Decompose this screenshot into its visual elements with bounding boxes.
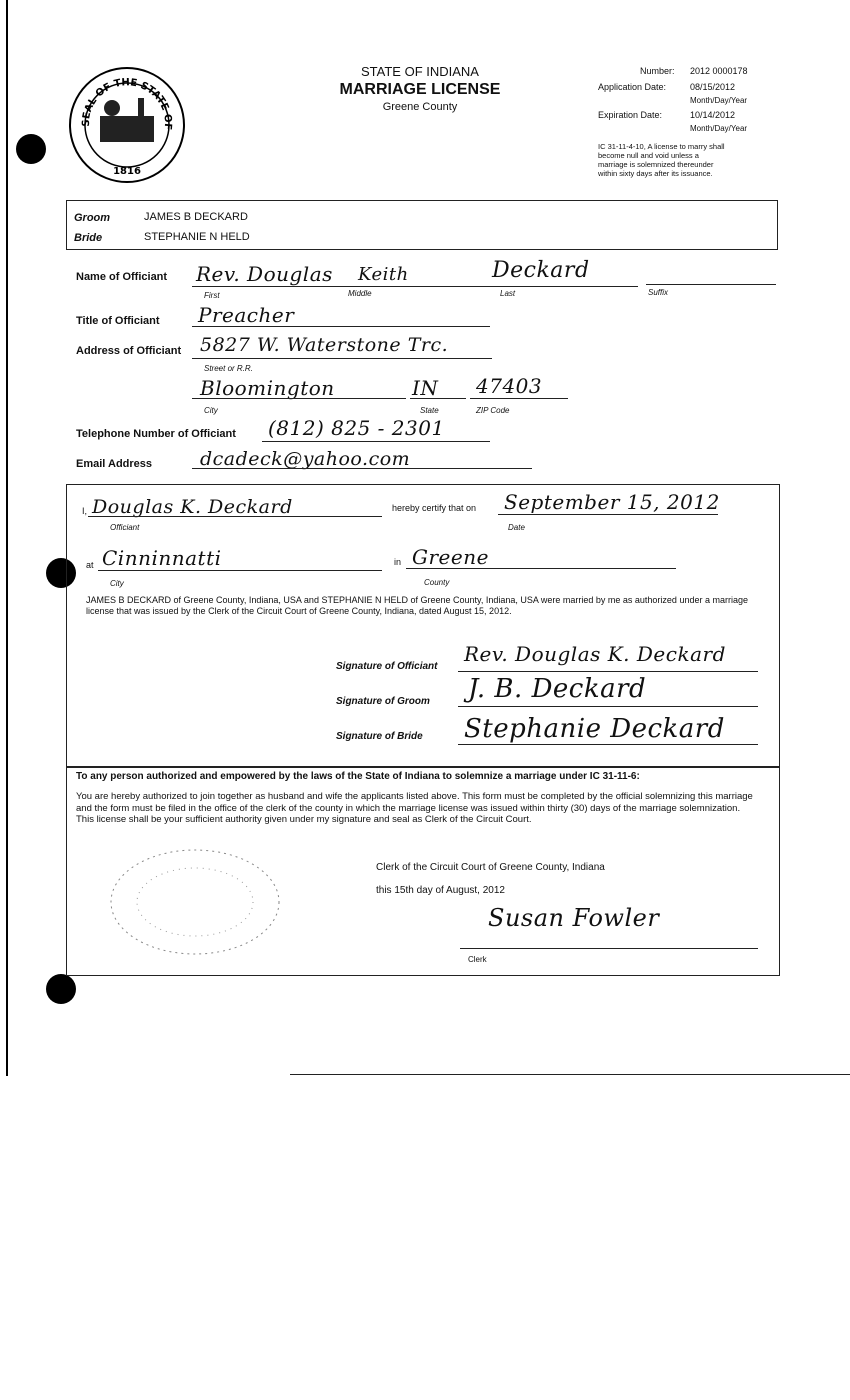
- notice-line: within sixty days after its issuance.: [598, 169, 713, 178]
- state-line: [410, 398, 466, 399]
- email-line: [192, 468, 532, 469]
- zip-caption: ZIP Code: [476, 406, 510, 415]
- groom-value: JAMES B DECKARD: [144, 211, 248, 223]
- authorization-heading: To any person authorized and empowered by the laws of the State of Indiana to solemnize a marriage under IC 31-11-6:: [76, 771, 640, 782]
- punch-hole-top: [16, 134, 46, 164]
- state-heading: STATE OF INDIANA: [361, 64, 479, 79]
- sig-groom-value: J. B. Deckard: [468, 674, 647, 704]
- notice-line: become null and void unless a: [598, 151, 699, 160]
- officiant-title-label: Title of Officiant: [76, 315, 160, 327]
- page-bottom-line: [290, 1074, 850, 1075]
- sig-officiant-value: Rev. Douglas K. Deckard: [464, 642, 726, 666]
- notice-line: IC 31-11-4-10, A license to marry shall: [598, 142, 725, 151]
- officiant-address-label: Address of Officiant: [76, 345, 182, 357]
- officiant-name-label: Name of Officiant: [76, 271, 168, 283]
- state-value: IN: [412, 376, 439, 400]
- expiration-date-value: 10/14/2012: [690, 110, 736, 120]
- clerk-signature: Susan Fowler: [488, 904, 660, 932]
- clerk-signature-line: [460, 948, 758, 949]
- state-seal: [68, 66, 186, 184]
- day-line-text: this 15th day of August, 2012: [376, 885, 505, 896]
- sig-bride-label: Signature of Bride: [336, 731, 423, 742]
- first-caption: First: [204, 291, 220, 300]
- street-line: [192, 358, 492, 359]
- seal-year: 1816: [113, 166, 141, 177]
- email-value: dcadeck@yahoo.com: [200, 448, 411, 470]
- officiant-caption: Officiant: [110, 523, 140, 532]
- authorization-body: You are hereby authorized to join together as husband and wife the applicants listed above. This form must be completed by the official solemnizing this marriage and the form must be filed in the office of the clerk of the county in which the marriage license was issued within thirty (30) days of the marriage solemnization. This license shall be your sufficient authority given under my signature and seal as Clerk of the Circuit Court.: [76, 791, 753, 825]
- middle-caption: Middle: [348, 289, 372, 298]
- seal-text: SEAL OF THE STATE OF: [80, 77, 174, 131]
- certify-city-caption: City: [110, 579, 124, 588]
- city-line: [192, 398, 406, 399]
- certify-county-line: [406, 568, 676, 569]
- i-label: I,: [82, 506, 88, 516]
- state-caption: State: [420, 406, 439, 415]
- application-date-value: 08/15/2012: [690, 82, 736, 92]
- expiration-notice: [598, 142, 770, 178]
- officiant-name-line: [192, 286, 638, 287]
- phone-line: [262, 441, 490, 442]
- officiant-title-value: Preacher: [198, 303, 295, 327]
- street-value: 5827 W. Waterstone Trc.: [200, 334, 449, 356]
- title-line: [192, 326, 490, 327]
- clerk-seal: [106, 846, 284, 958]
- certify-officiant-line: [88, 516, 382, 517]
- at-label: at: [86, 560, 94, 570]
- suffix-line: [646, 284, 776, 285]
- city-value: Bloomington: [200, 376, 335, 400]
- phone-value: (812) 825 - 2301: [268, 416, 445, 440]
- street-caption: Street or R.R.: [204, 364, 253, 373]
- header: [300, 64, 540, 113]
- certification-statement: JAMES B DECKARD of Greene County, Indiana, USA and STEPHANIE N HELD of Greene County, Indiana, USA were married by me as authorized under a marriage license that was issued by the Clerk of the Circuit Court of Greene County, Indiana, dated August 15, 2012.: [86, 595, 748, 616]
- zip-line: [470, 398, 568, 399]
- certify-city-line: [98, 570, 382, 571]
- certify-county-value: Greene: [412, 545, 489, 569]
- bride-value: STEPHANIE N HELD: [144, 231, 250, 243]
- clerk-line-text: Clerk of the Circuit Court of Greene County, Indiana: [376, 862, 605, 873]
- certify-text: hereby certify that on: [392, 503, 477, 513]
- number-label: Number:: [640, 66, 675, 76]
- application-date-format: Month/Day/Year: [690, 96, 748, 105]
- date-caption: Date: [508, 523, 525, 532]
- expiration-date-format: Month/Day/Year: [690, 124, 748, 133]
- punch-hole-bottom: [46, 974, 76, 1004]
- email-label: Email Address: [76, 458, 153, 470]
- officiant-first-name: Rev. Douglas: [196, 262, 333, 286]
- certify-officiant-value: Douglas K. Deckard: [92, 496, 293, 518]
- suffix-caption: Suffix: [648, 288, 669, 297]
- expiration-date-label: Expiration Date:: [598, 110, 663, 120]
- number-value: 2012 0000178: [690, 66, 748, 76]
- sig-officiant-label: Signature of Officiant: [336, 661, 438, 672]
- certify-date-line: [498, 514, 718, 515]
- certify-date-value: September 15, 2012: [504, 490, 720, 514]
- officiant-last-name: Deckard: [492, 258, 590, 283]
- groom-label: Groom: [74, 212, 111, 224]
- sig-officiant-line: [458, 671, 758, 672]
- application-date-label: Application Date:: [598, 82, 667, 92]
- certify-city-value: Cinninnatti: [102, 546, 222, 570]
- county-subtitle: Greene County: [382, 101, 458, 113]
- last-caption: Last: [500, 289, 516, 298]
- city-caption: City: [204, 406, 218, 415]
- license-info: [590, 66, 770, 178]
- officiant-middle-name: Keith: [358, 264, 409, 285]
- page-edge-line: [0, 0, 8, 1076]
- notice-line: marriage is solemnized thereunder: [598, 160, 714, 169]
- sig-bride-line: [458, 744, 758, 745]
- sig-groom-line: [458, 706, 758, 707]
- sig-bride-value: Stephanie Deckard: [464, 714, 725, 744]
- certify-county-caption: County: [424, 578, 450, 587]
- clerk-caption: Clerk: [468, 955, 487, 964]
- zip-value: 47403: [476, 374, 543, 398]
- document-title: MARRIAGE LICENSE: [339, 81, 501, 98]
- sig-groom-label: Signature of Groom: [336, 696, 430, 707]
- in-label: in: [394, 557, 402, 567]
- bride-label: Bride: [74, 232, 103, 244]
- phone-label: Telephone Number of Officiant: [76, 428, 236, 440]
